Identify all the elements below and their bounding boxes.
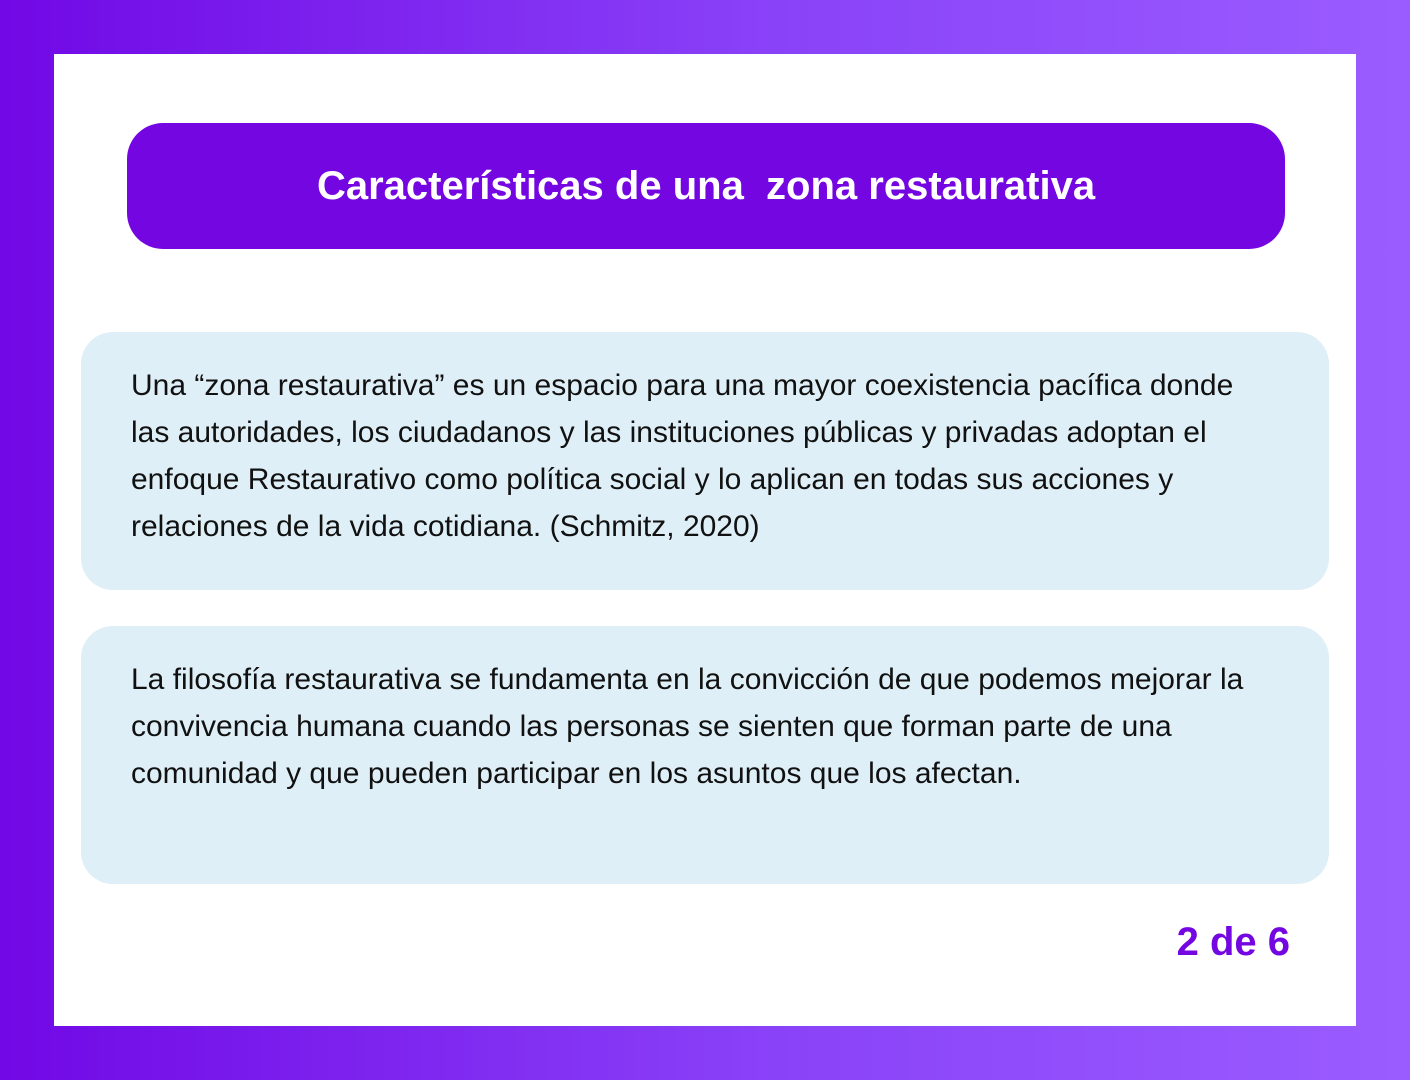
- philosophy-paragraph: La filosofía restaurativa se fundamenta en la convicción de que podemos mejorar la convivencia humana cuando las personas se sienten que forman parte de una comunidad y que pueden participar en los asuntos que los afectan.: [131, 663, 1244, 790]
- philosophy-box: [81, 626, 1329, 884]
- definition-paragraph: Una “zona restaurativa” es un espacio para una mayor coexistencia pacífica donde las autoridades, los ciudadanos y las instituciones públicas y privadas adoptan el enfoque Restaurativo como política social y lo aplican en todas sus acciones y relaciones de la vida cotidiana. (Schmitz, 2020): [131, 369, 1234, 543]
- title-banner: [127, 123, 1285, 249]
- slide-card: [54, 54, 1356, 1026]
- page-indicator: 2 de 6: [1176, 920, 1290, 964]
- definition-box: [81, 332, 1329, 590]
- slide-title: Características de una zona restaurativa: [316, 163, 1096, 208]
